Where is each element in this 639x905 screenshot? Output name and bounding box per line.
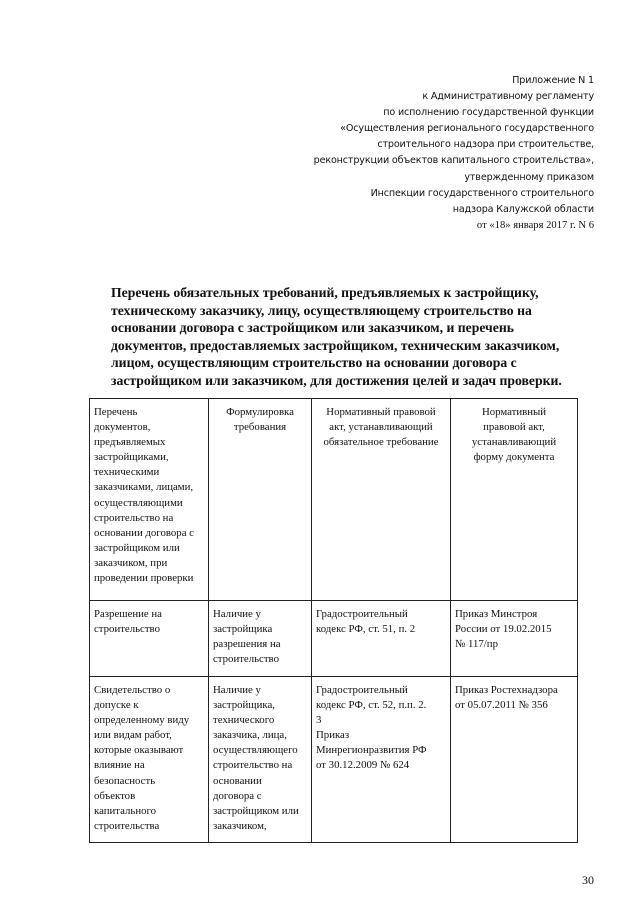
cell-line: Приказ [316,729,350,742]
cell-line: Наличие у [213,684,261,696]
cell-line: Минрегионразвития РФ [316,744,427,757]
title-line: Перечень обязательных требований, предъявляемых к застройщику, [111,285,539,300]
cell-line: требования [233,421,287,434]
header-line: строительного надзора при строительстве, [377,139,594,151]
cell-line: техническими [94,466,160,479]
table-cell [451,677,578,843]
title-line: лицом, осуществляющим строительство на основании договора с [111,355,517,371]
cell-line: обязательное требование [323,436,439,449]
cell-line: заказчиком, [213,819,267,832]
table-cell [312,677,451,843]
cell-line: документов, [94,421,151,434]
table-cell [90,601,209,677]
cell-line: Перечень [94,406,138,418]
cell-line: или видам работ, [94,729,172,742]
cell-line: застройщиком или [213,804,299,817]
cell-line: устанавливающий [471,436,557,449]
cell-line: от 30.12.2009 № 624 [316,759,410,772]
cell-line: капитального [94,804,157,817]
cell-line: Приказ Минстроя [455,608,538,620]
cell-line: заказчиком, при [94,556,168,569]
cell-line: объектов [94,789,136,802]
cell-line: форму документа [473,451,555,464]
page-number: 30 [582,873,594,887]
cell-line: допуске к [94,699,139,712]
cell-line: разрешения на [213,638,281,651]
table-header-row [90,399,578,601]
cell-line: застройщиком или [94,541,180,554]
cell-line: от 05.07.2011 № 356 [455,699,548,712]
cell-line: застройщика [213,623,273,636]
table-cell [90,677,209,843]
header-line: Инспекции государственного строительного [370,187,594,199]
table-cell [209,677,312,843]
cell-line: Градостроительный [316,684,408,696]
header-line: к Административному регламенту [422,91,594,103]
cell-line: России от 19.02.2015 [455,623,552,636]
cell-line: акт, устанавливающий [329,421,433,434]
table-cell [312,601,451,677]
table-row [90,677,578,843]
cell-line: строительство [94,623,160,636]
cell-line: Приказ Ростехнадзора [455,684,558,696]
requirements-table [89,398,578,843]
header-cell-normative-act [312,399,451,601]
cell-line: застройщика, [213,699,275,712]
table-cell [451,601,578,677]
cell-line: влияние на [94,759,145,772]
cell-line: которые оказывают [94,744,184,757]
cell-line: основании [213,774,262,787]
cell-line: основании договора с [94,526,194,539]
cell-line: кодекс РФ, ст. 51, п. 2 [316,623,416,636]
cell-line: Градостроительный [316,608,408,620]
cell-line: определенному виду [94,714,190,727]
title-line: техническому заказчику, лицу, осуществляющему строительство на [111,302,532,318]
cell-line: застройщиками, [94,451,169,464]
cell-line: строительства [94,819,160,832]
cell-line: заказчиками, лицами, [94,481,194,494]
cell-line: Формулировка [226,406,294,418]
cell-line: строительство на [213,759,293,772]
cell-line: технического [213,714,275,727]
header-line: «Осуществления регионального государственного [340,123,594,135]
cell-line: Нормативный [481,406,547,418]
cell-line: № 117/пр [455,638,498,651]
cell-line: предъявляемых [94,436,166,449]
cell-line: строительство на [94,511,174,524]
cell-line: Разрешение на [94,608,162,620]
header-line: Приложение N 1 [512,75,594,86]
header-line: по исполнению государственной функции [383,107,594,119]
header-date-line: от «18» января 2017 г. N 6 [476,219,594,231]
cell-line: осуществляющими [94,496,183,509]
cell-line: Свидетельство о [94,684,171,696]
cell-line: осуществляющего [213,744,298,757]
header-line: утвержденному приказом [464,171,594,183]
cell-line: строительство [213,653,279,666]
title-line: застройщиком или заказчиком, для достижения целей и задач проверки. [111,372,562,388]
cell-line: Наличие у [213,608,261,620]
cell-line: правовой акт, [483,421,545,434]
cell-line: проведении проверки [94,572,194,585]
header-cell-requirement [209,399,312,601]
title-line: основании договора с застройщиком или заказчиком, и перечень [111,320,514,336]
title-line: документов, предоставляемых застройщиком, техническим заказчиком, [111,337,560,353]
header-cell-documents [90,399,209,601]
cell-line: договора с [213,789,262,802]
document-title [111,284,591,390]
cell-line: кодекс РФ, ст. 52, п.п. 2. [316,699,427,712]
table-cell [209,601,312,677]
header-cell-document-form-act [451,399,578,601]
cell-line: безопасность [94,774,156,787]
cell-line: 3 [316,714,322,727]
cell-line: заказчика, лица, [213,729,287,742]
cell-line: Нормативный правовой [326,406,436,418]
table-row [90,601,578,677]
header-line: реконструкции объектов капитального строительства», [313,155,594,167]
appendix-header [264,73,594,234]
header-line: надзора Калужской области [452,203,594,215]
